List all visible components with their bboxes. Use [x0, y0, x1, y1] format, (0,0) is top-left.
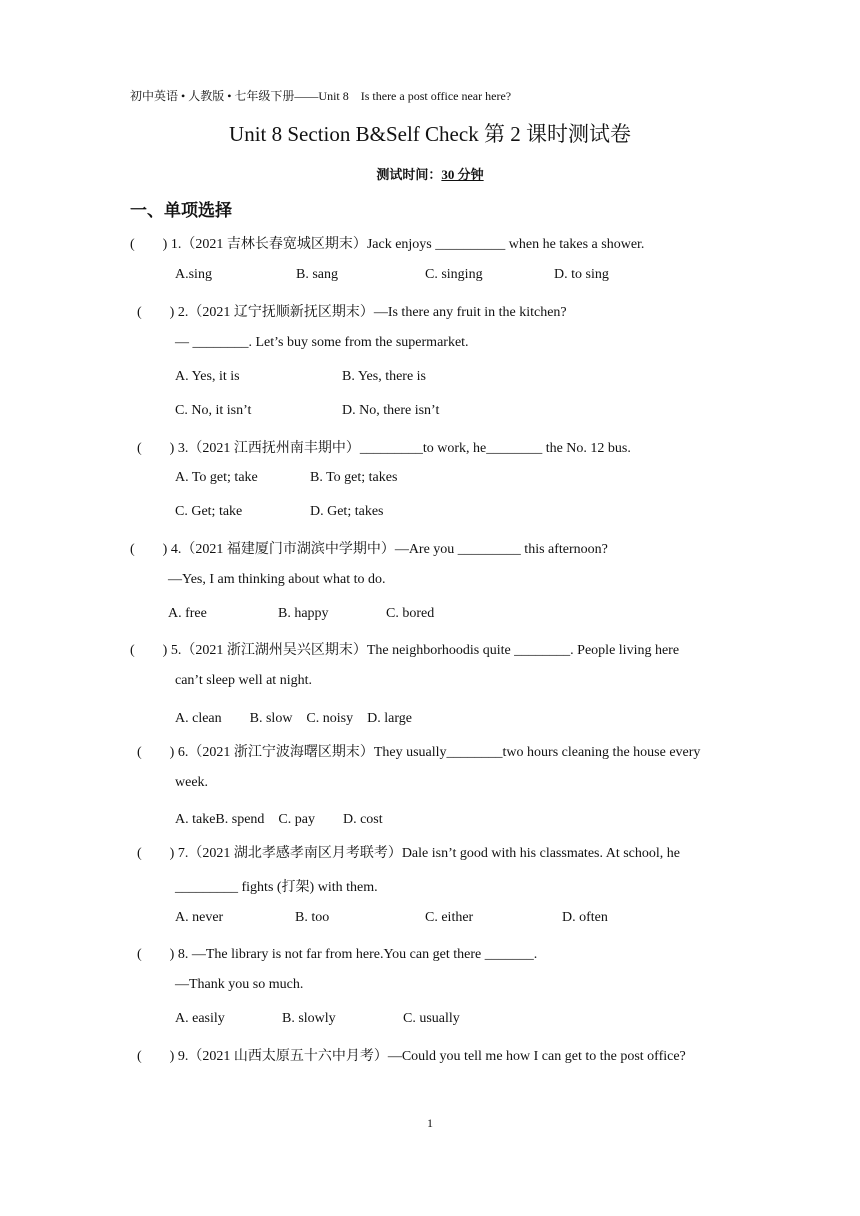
q4-option-c: C. bored [386, 606, 435, 621]
question-9-stem: ( ) 9.（2021 山西太原五十六中月考）—Could you tell me how I can get to the post office? [137, 1049, 686, 1064]
question-8-stem: ( ) 8. —The library is not far from here.You can get there _______. [137, 947, 538, 962]
q4-option-b: B. happy [278, 606, 329, 621]
question-8-reply: —Thank you so much. [175, 977, 304, 992]
question-2-stem: ( ) 2.（2021 辽宁抚顺新抚区期末）—Is there any fruit in the kitchen? [137, 305, 567, 320]
test-time-label: 测试时间： [376, 167, 442, 182]
q3-option-a: A. To get; take [175, 470, 258, 485]
q3-option-c: C. Get; take [175, 504, 243, 519]
q1-option-d: D. to sing [554, 267, 609, 282]
question-6-stem: ( ) 6.（2021 浙江宁波海曙区期末）They usually________two hours cleaning the house every [137, 745, 701, 760]
q8-option-c: C. usually [403, 1011, 460, 1026]
question-1-stem: ( ) 1.（2021 吉林长春宽城区期末）Jack enjoys __________ when he takes a shower. [130, 237, 645, 252]
q1-option-a: A.sing [175, 267, 212, 282]
section-heading: 一、单项选择 [130, 201, 232, 221]
q2-option-a: A. Yes, it is [175, 369, 240, 384]
q1-option-b: B. sang [296, 267, 338, 282]
question-5-stem-cont: can’t sleep well at night. [175, 673, 312, 688]
question-4-stem: ( ) 4.（2021 福建厦门市湖滨中学期中）—Are you _________ this afternoon? [130, 542, 608, 557]
question-4-reply: —Yes, I am thinking about what to do. [168, 572, 386, 587]
q4-option-a: A. free [168, 606, 207, 621]
q7-option-c: C. either [425, 910, 474, 925]
q2-option-c: C. No, it isn’t [175, 403, 252, 418]
q2-option-d: D. No, there isn’t [342, 403, 440, 418]
q2-option-b: B. Yes, there is [342, 369, 427, 384]
question-5-stem: ( ) 5.（2021 浙江湖州吴兴区期末）The neighborhoodis quite ________. People living here [130, 643, 680, 658]
q7-option-d: D. often [562, 910, 608, 925]
question-3-stem: ( ) 3.（2021 江西抚州南丰期中）_________to work, he________ the No. 12 bus. [137, 441, 631, 456]
test-time [0, 164, 860, 183]
question-7-stem: ( ) 7.（2021 湖北孝感孝南区月考联考）Dale isn’t good with his classmates. At school, he [137, 846, 680, 861]
q1-option-c: C. singing [425, 267, 483, 282]
page-number: 1 [427, 1116, 433, 1130]
running-header: 初中英语 • 人教版 • 七年级下册——Unit 8 Is there a post office near here? [130, 89, 512, 103]
q3-option-b: B. To get; takes [310, 470, 398, 485]
q8-option-a: A. easily [175, 1011, 225, 1026]
q6-options: A. takeB. spend C. pay D. cost [175, 812, 383, 827]
page-title: Unit 8 Section B&Self Check 第 2 课时测试卷 [229, 122, 631, 146]
test-time-value: 30 分钟 [441, 167, 484, 182]
q8-option-b: B. slowly [282, 1011, 336, 1026]
question-7-stem-cont: _________ fights (打架) with them. [175, 880, 378, 895]
q7-option-b: B. too [295, 910, 330, 925]
question-6-stem-cont: week. [175, 775, 209, 790]
q5-options: A. clean B. slow C. noisy D. large [175, 711, 412, 726]
q7-option-a: A. never [175, 910, 224, 925]
question-2-reply: — ________. Let’s buy some from the supermarket. [175, 335, 469, 350]
q3-option-d: D. Get; takes [310, 504, 384, 519]
